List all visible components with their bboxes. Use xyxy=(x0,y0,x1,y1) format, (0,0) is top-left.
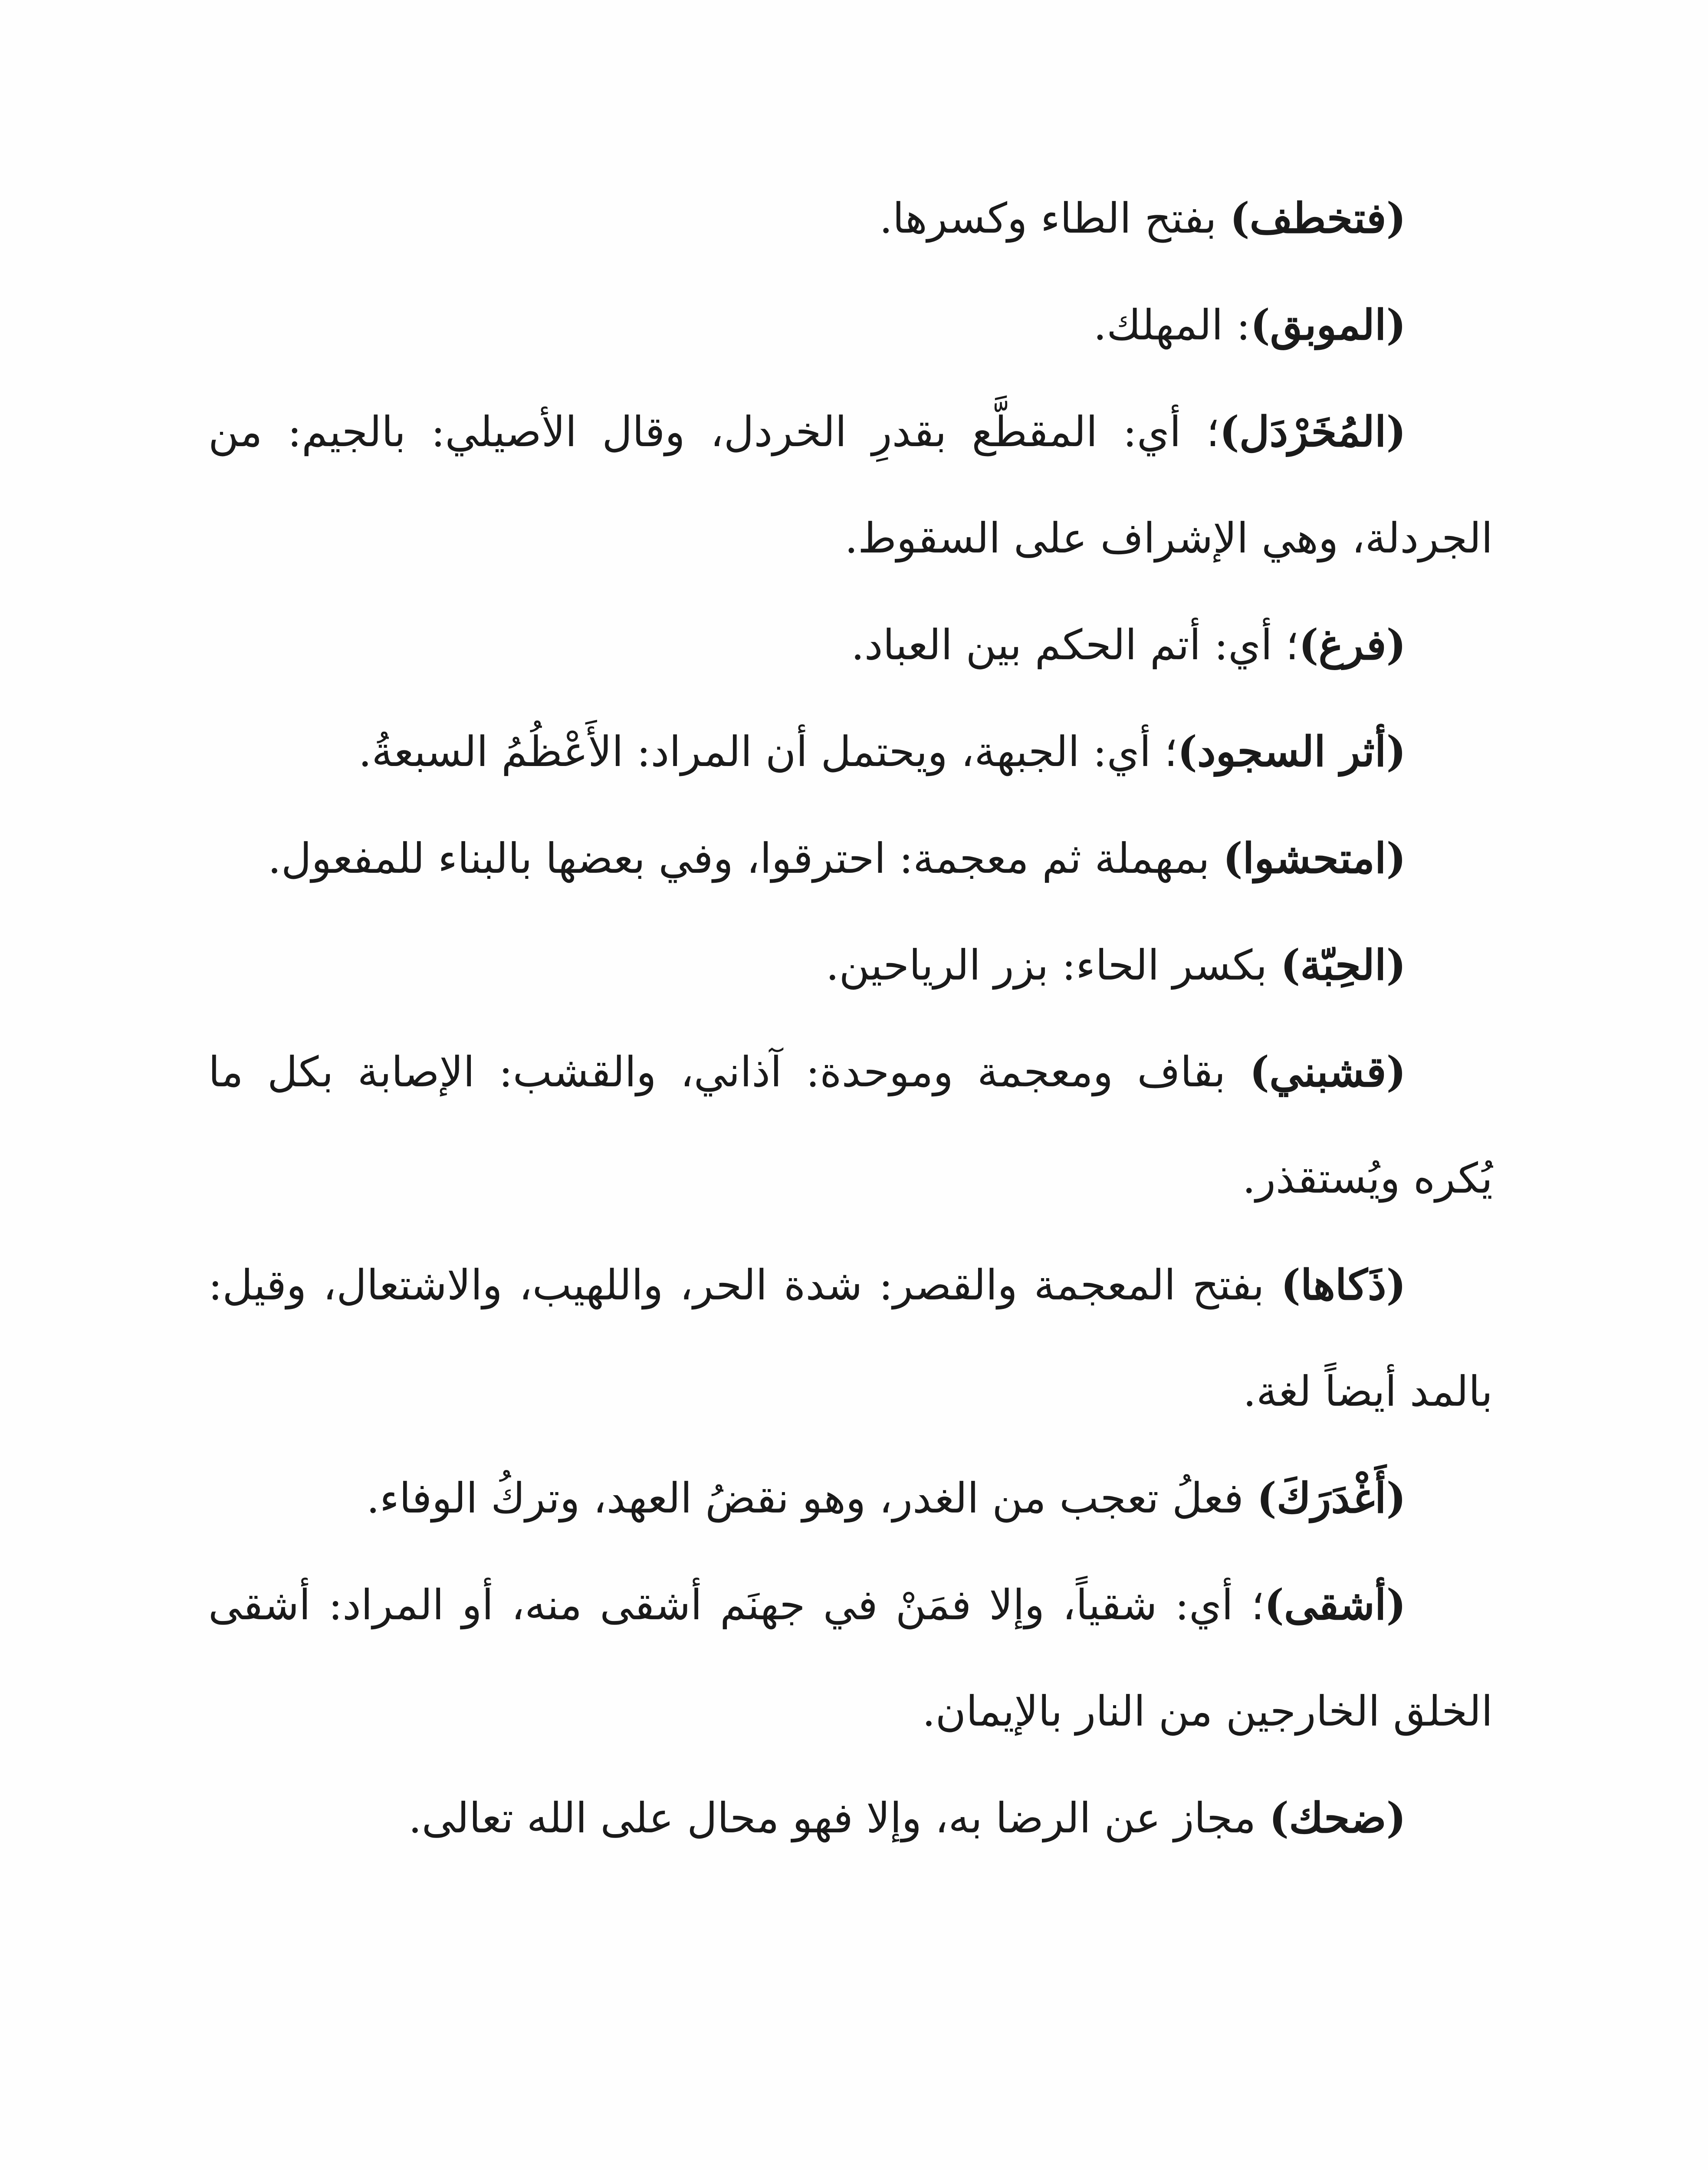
glossary-definition: فعلُ تعجب من الغدر، وهو نقضُ العهد، وتركُ الوفاء. xyxy=(366,1474,1257,1522)
glossary-definition: مجاز عن الرضا به، وإلا فهو محال على الله تعالى. xyxy=(408,1794,1269,1842)
glossary-definition: ؛ أي: أتم الحكم بين العباد. xyxy=(851,621,1299,669)
glossary-definition: ؛ أي: الجبهة، ويحتمل أن المراد: الأَعْظُمُ السبعةُ. xyxy=(358,727,1178,776)
glossary-entry xyxy=(208,272,1493,378)
glossary-term: (قشبني) xyxy=(1249,1047,1406,1096)
glossary-definition: بمهملة ثم معجمة: احترقوا، وفي بعضها بالبناء للمفعول. xyxy=(268,834,1223,883)
glossary-entry xyxy=(208,698,1493,805)
glossary-term: (فرغ) xyxy=(1299,620,1406,669)
glossary-term: (فتخطف) xyxy=(1230,194,1406,243)
glossary-definition: بكسر الحاء: بزر الرياحين. xyxy=(825,941,1281,990)
glossary-definition: : المهلك. xyxy=(1093,301,1251,349)
glossary-term: (أَغْدَرَكَ) xyxy=(1257,1473,1406,1522)
glossary-entry xyxy=(208,1019,1493,1232)
glossary-term: (الحِبّة) xyxy=(1280,940,1406,990)
glossary-entry xyxy=(208,378,1493,592)
glossary-term: (ذَكاها) xyxy=(1281,1260,1406,1309)
glossary-entry xyxy=(208,1765,1493,1871)
glossary-text-block xyxy=(208,165,1493,1871)
glossary-term: (أثر السجود) xyxy=(1177,727,1406,776)
glossary-entry xyxy=(208,592,1493,698)
glossary-term: (أشقى) xyxy=(1264,1580,1406,1629)
glossary-entry xyxy=(208,1445,1493,1552)
glossary-entry xyxy=(208,165,1493,272)
glossary-definition: بفتح الطاء وكسرها. xyxy=(879,194,1230,243)
glossary-term: (الموبق) xyxy=(1250,300,1406,349)
glossary-definition: ؛ أي: شقياً، وإلا فمَنْ في جهنَم أشقى منه، أو المراد: أشقى الخلق الخارجين من النار بالإيمان. xyxy=(208,1581,1493,1736)
glossary-term: (امتحشوا) xyxy=(1223,834,1406,883)
glossary-entry xyxy=(208,1232,1493,1445)
glossary-term: (ضحك) xyxy=(1269,1793,1406,1842)
glossary-entry xyxy=(208,805,1493,912)
glossary-entry xyxy=(208,912,1493,1019)
glossary-definition: بفتح المعجمة والقصر: شدة الحر، واللهيب، والاشتعال، وقيل: بالمد أيضاً لغة. xyxy=(208,1261,1493,1416)
glossary-entry xyxy=(208,1552,1493,1765)
glossary-term: (المُخَرْدَل) xyxy=(1219,407,1406,456)
glossary-definition: بقاف ومعجمة وموحدة: آذاني، والقشب: الإصابة بكل ما يُكره ويُستقذر. xyxy=(208,1048,1493,1203)
glossary-definition: ؛ أي: المقطَّع بقدرِ الخردل، وقال الأصيلي: بالجيم: من الجردلة، وهي الإشراف على السقوط. xyxy=(208,408,1493,562)
